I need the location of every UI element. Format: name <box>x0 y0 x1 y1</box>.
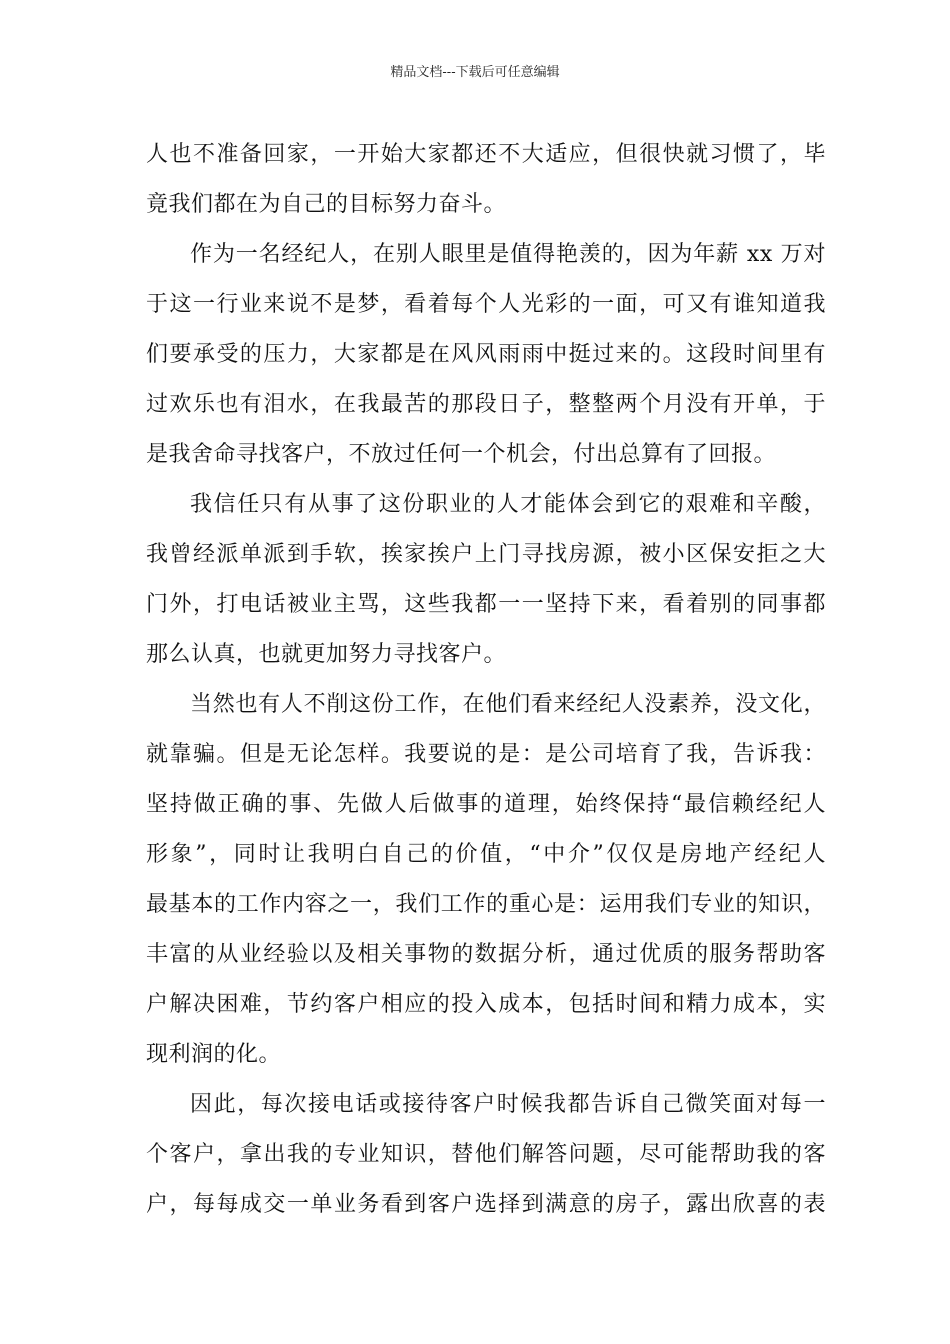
text-line: 户，每每成交一单业务看到客户选择到满意的房子，露出欣喜的表 <box>146 1192 826 1217</box>
paragraph-first-line: 我信任只有从事了这份职业的人才能体会到它的艰难和辛酸， <box>190 492 826 517</box>
text-line: 人也不准备回家，一开始大家都还不大适应，但很快就习惯了，毕 <box>146 142 826 167</box>
paragraph-first-line: 作为一名经纪人，在别人眼里是值得艳羡的，因为年薪 xx 万对 <box>190 242 826 267</box>
text-line: 就靠骗。但是无论怎样。我要说的是：是公司培育了我，告诉我： <box>146 742 826 767</box>
text-line: 门外，打电话被业主骂，这些我都一一坚持下来，看着别的同事都 <box>146 592 826 617</box>
text-line: 坚持做正确的事、先做人后做事的道理，始终保持“最信赖经纪人 <box>146 792 826 817</box>
paragraph-first-line: 因此，每次接电话或接待客户时候我都告诉自己微笑面对每一 <box>190 1092 826 1117</box>
paragraph-first-line: 当然也有人不削这份工作，在他们看来经纪人没素养，没文化， <box>190 692 826 717</box>
text-line: 我曾经派单派到手软，挨家挨户上门寻找房源，被小区保安拒之大 <box>146 542 826 567</box>
text-line: 最基本的工作内容之一，我们工作的重心是：运用我们专业的知识， <box>146 892 826 917</box>
text-line: 是我舍命寻找客户，不放过任何一个机会，付出总算有了回报。 <box>146 442 777 467</box>
text-line: 们要承受的压力，大家都是在风风雨雨中挺过来的。这段时间里有 <box>146 342 826 367</box>
text-line: 丰富的从业经验以及相关事物的数据分析，通过优质的服务帮助客 <box>146 942 826 967</box>
text-line: 那么认真，也就更加努力寻找客户。 <box>146 642 507 667</box>
text-line: 于这一行业来说不是梦，看着每个人光彩的一面，可又有谁知道我 <box>146 292 826 317</box>
text-line: 户解决困难，节约客户相应的投入成本，包括时间和精力成本，实 <box>146 992 826 1017</box>
text-line: 个客户，拿出我的专业知识，替他们解答问题，尽可能帮助我的客 <box>146 1142 826 1167</box>
text-line: 过欢乐也有泪水，在我最苦的那段日子，整整两个月没有开单，于 <box>146 392 826 417</box>
text-line: 现利润的化。 <box>146 1042 282 1067</box>
page-header: 精品文档---下载后可任意编辑 <box>390 65 560 80</box>
document-body <box>146 130 826 1230</box>
text-line: 竟我们都在为自己的目标努力奋斗。 <box>146 192 507 217</box>
text-line: 形象”，同时让我明白自己的价值，“中介”仅仅是房地产经纪人 <box>146 842 826 867</box>
